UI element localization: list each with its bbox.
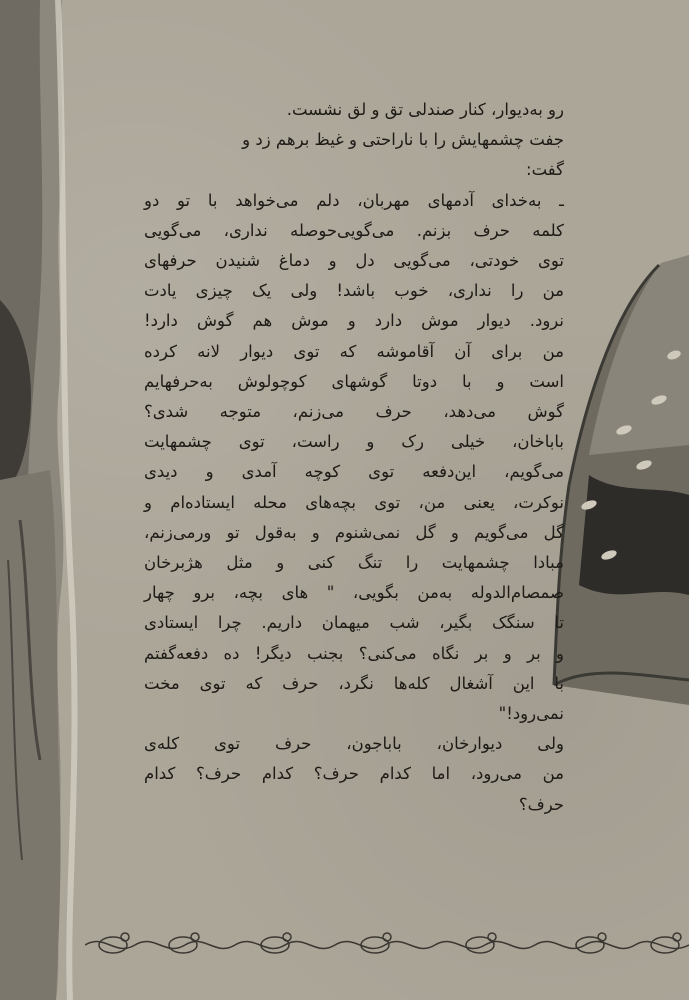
text-line: حرف؟ [518, 794, 564, 814]
text-line: جفت چشمهایش را با ناراحتی و غیظ برهم زد و [242, 130, 564, 150]
right-illustration [549, 235, 689, 705]
text-line: ـ به‌خدای آدمهای مهربان، دلم می‌خواهد با تو دو [144, 190, 564, 210]
left-illustration [0, 0, 100, 1000]
text-line: با این آشغال کله‌ها نگرد، حرف که توی مخت [144, 673, 564, 693]
text-line: گل می‌گویم و گل نمی‌شنوم و به‌قول تو ورمی‌زنم، [144, 522, 564, 542]
text-line: صمصام‌الدوله به‌من بگویی، " های بچه، برو چهار [144, 583, 564, 603]
text-line: گفت: [526, 160, 564, 180]
text-line: و بر و بر نگاه می‌کنی؟ بجنب دیگر! ده دفعه‌گفتم [144, 643, 564, 663]
text-line: ولی دیوارخان، باباجون، حرف توی کله‌ی [144, 734, 564, 754]
paragraph-4 [144, 186, 564, 730]
text-line: من برای آن آقاموشه که توی دیوار لانه کرده [144, 341, 564, 361]
text-line: من می‌رود، اما کدام حرف؟ کدام حرف؟ کدام [144, 764, 564, 784]
paragraph-3 [144, 155, 564, 185]
text-line: گوش می‌دهد، حرف می‌زنم، متوجه شدی؟ [144, 402, 564, 422]
text-line: نمی‌رود!" [498, 704, 564, 724]
text-line: می‌گویم، این‌دفعه توی کوچه آمدی و دیدی [144, 462, 564, 482]
text-line: من را نداری، خوب باشد! ولی یک چیزی یادت [144, 281, 564, 301]
text-line: رو به‌دیوار، کنار صندلی تق و لق نشست. [286, 100, 564, 119]
mice-border-decoration [85, 925, 689, 965]
text-line: باباخان، خیلی رک و راست، توی چشمهایت [144, 432, 564, 452]
paragraph-2 [144, 125, 564, 155]
text-line: نوکرت، یعنی من، توی بچه‌های محله ایستاده‌ام و [144, 492, 564, 512]
main-text [144, 95, 564, 820]
text-line: توی خودتی، می‌گویی دل و دماغ شنیدن حرفهای [144, 251, 564, 271]
text-line: است و با دوتا گوشهای کوچولوش به‌حرفهایم [144, 371, 564, 391]
paragraph-5 [144, 729, 564, 820]
text-line: کلمه حرف بزنم. می‌گویی‌حوصله نداری، می‌گویی [144, 220, 564, 240]
text-line: نرود. دیوار موش دارد و موش هم گوش دارد! [144, 311, 564, 331]
paragraph-1 [144, 95, 564, 125]
text-line: تا سنگک بگیر، شب میهمان داریم. چرا ایستادی [144, 613, 564, 633]
text-line: مبادا چشمهایت را تنگ کنی و مثل هژبرخان [144, 553, 564, 573]
